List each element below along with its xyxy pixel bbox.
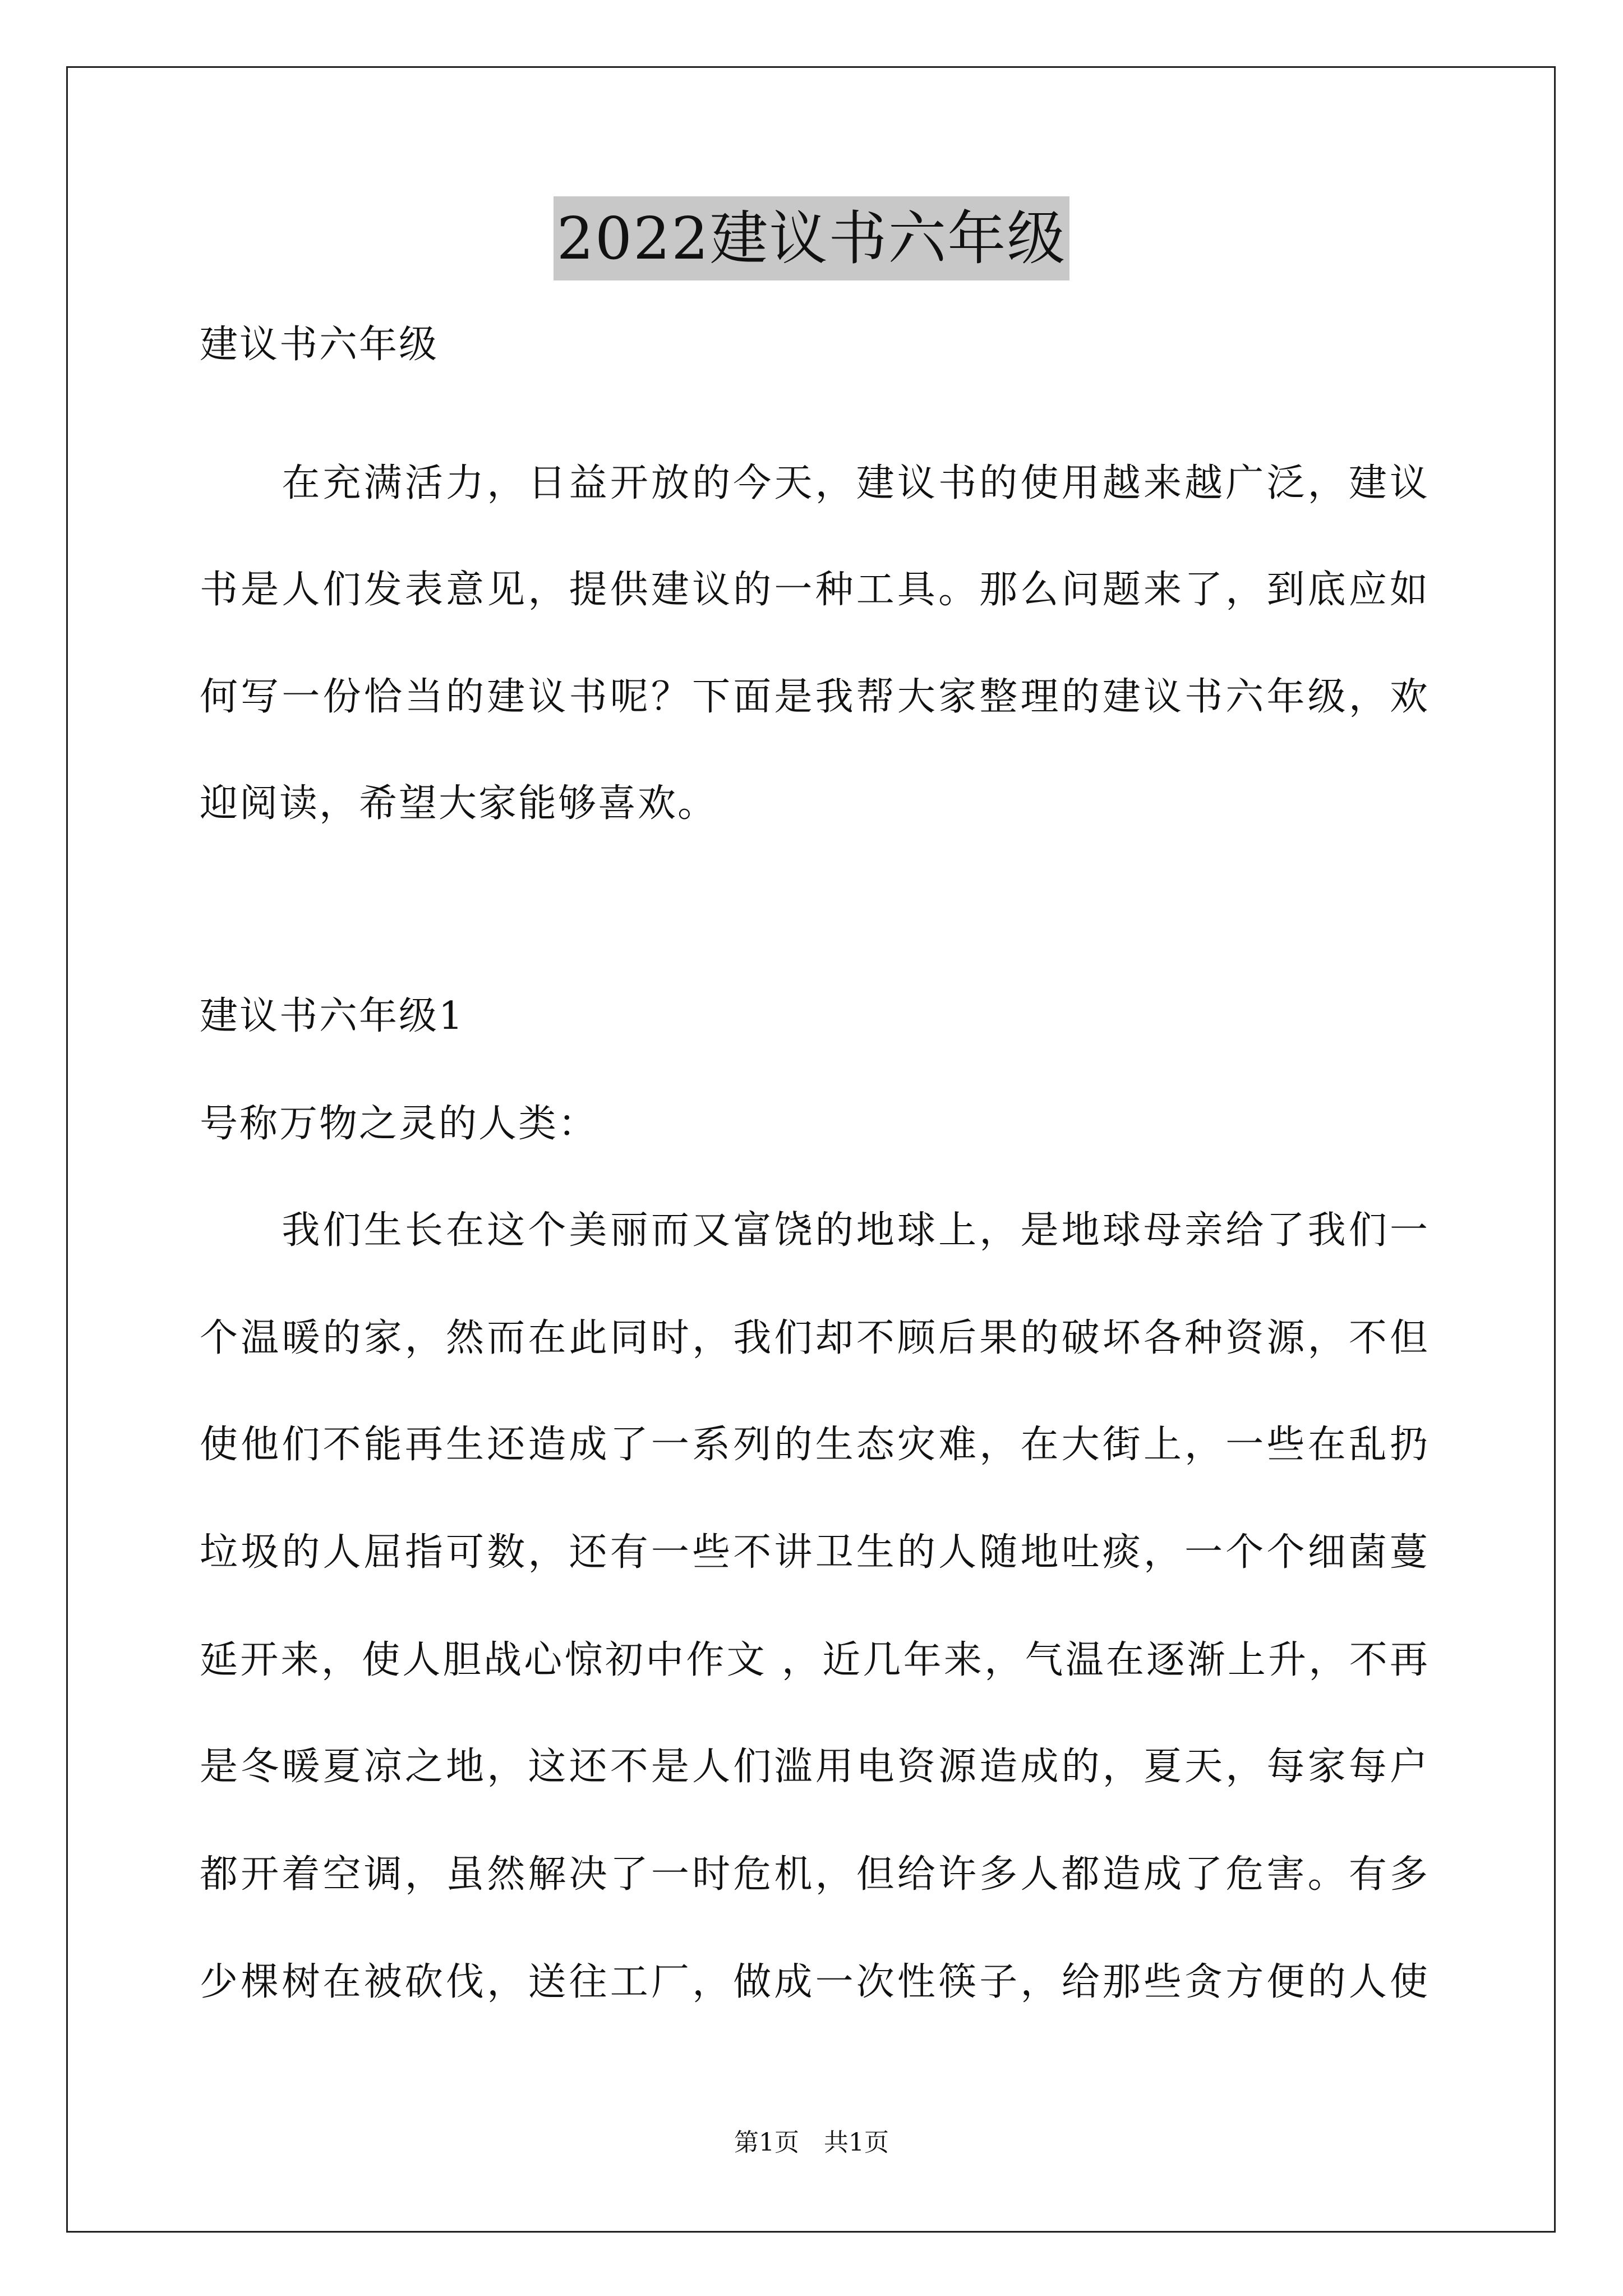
paragraph-line: 我们生长在这个美丽而又富饶的地球上，是地球母亲给了我们一 <box>200 1208 1428 1253</box>
paragraph-line: 垃圾的人屈指可数，还有一些不讲卫生的人随地吐痰，一个个细菌蔓 <box>200 1530 1428 1575</box>
paragraph-line: 书是人们发表意见，提供建议的一种工具。那么问题来了，到底应如 <box>200 568 1428 612</box>
section-heading: 建议书六年级1 <box>200 994 465 1038</box>
title-container <box>0 196 1623 280</box>
salutation-line: 号称万物之灵的人类： <box>200 1102 598 1146</box>
paragraph-line: 都开着空调，虽然解决了一时危机，但给许多人都造成了危害。有多 <box>200 1852 1428 1897</box>
paragraph-line: 延开来，使人胆战心惊初中作文 ，近几年来，气温在逐渐上升，不再 <box>200 1638 1428 1682</box>
paragraph-line: 是冬暖夏凉之地，这还不是人们滥用电资源造成的，夏天，每家每户 <box>200 1745 1428 1789</box>
paragraph-line: 使他们不能再生还造成了一系列的生态灾难，在大街上，一些在乱扔 <box>200 1423 1428 1467</box>
paragraph-line: 在充满活力，日益开放的今天，建议书的使用越来越广泛，建议 <box>200 461 1428 505</box>
paragraph-line: 何写一份恰当的建议书呢？下面是我帮大家整理的建议书六年级，欢 <box>200 675 1428 719</box>
paragraph-line: 迎阅读，希望大家能够喜欢。 <box>200 781 718 826</box>
page-footer: 第1页 共1页 <box>734 2128 889 2157</box>
section-heading: 建议书六年级 <box>200 323 439 367</box>
paragraph-line: 个温暖的家，然而在此同时，我们却不顾后果的破坏各种资源，不但 <box>200 1316 1428 1360</box>
document-title: 2022建议书六年级 <box>554 196 1070 280</box>
paragraph-line: 少棵树在被砍伐，送往工厂，做成一次性筷子，给那些贪方便的人使 <box>200 1960 1428 2004</box>
